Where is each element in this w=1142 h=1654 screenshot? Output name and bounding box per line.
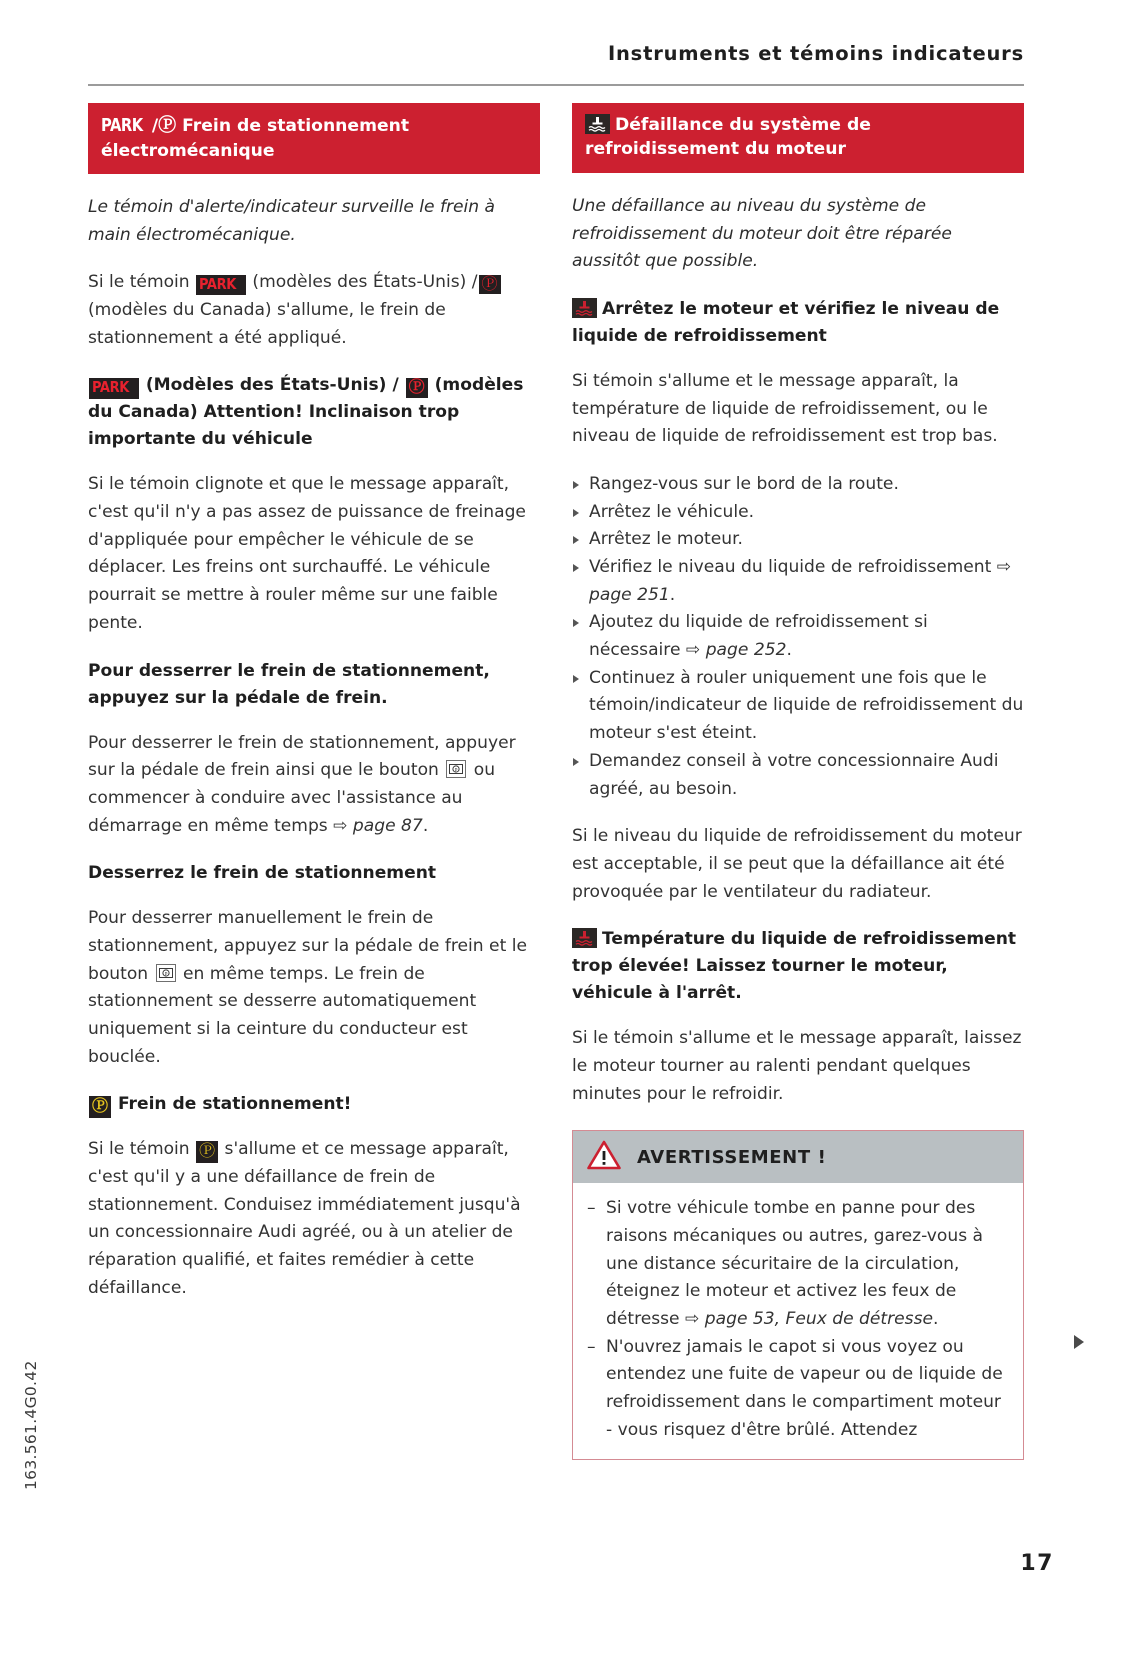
page-title: Instruments et témoins indicateurs [607,42,1024,65]
list-item [572,609,1024,664]
list-item-text: Arrêtez le véhicule. [589,501,755,522]
text-fragment: (modèles du Canada) Attention! Inclinaison trop importante du véhicule [88,375,524,450]
warning-box [572,1130,1024,1459]
running-header [88,42,1024,65]
warning-triangle-icon [587,1140,621,1174]
page-reference[interactable]: ⇨ page 53, Feux de détresse [685,1309,934,1330]
subheading-coolant-too-hot [572,926,1024,1007]
document-code-sidebar [22,1170,66,1490]
coolant-temperature-icon [572,928,597,948]
paragraph-idle-engine: Si le témoin s'allume et le message apparaît, laissez le moteur tourner au ralenti pendant quelques minutes pour le refroidir. [572,1028,1022,1104]
text-fragment: . [669,584,676,605]
left-column [88,103,540,1323]
subheading-release-brake-pedal: Pour desserrer le frein de stationnement, appuyez sur la pédale de frein. [88,660,490,708]
content-columns [88,103,1024,1460]
list-item-text: Ajoutez du liquide de refroidissement si nécessaire [589,612,928,661]
svg-text:P: P [454,768,458,774]
warning-item-list [587,1195,1009,1444]
text-fragment: . [933,1309,939,1330]
paragraph-manual-release [88,905,540,1071]
text-fragment: . [786,640,792,661]
arrow-right-icon: ⇨ [685,1309,700,1330]
list-item-text: Arrêtez le moteur. [589,529,743,550]
parking-brake-button-icon [446,760,466,778]
paragraph-coolant-warning: Si témoin s'allume et le message apparaît, la température de liquide de refroidissement, ou le niveau de liquide de refroidissement est trop bas. [572,370,998,447]
right-column [572,103,1024,1460]
text-fragment: Frein de stationnement! [117,1094,352,1115]
text-fragment: (modèles des États-Unis) / [252,272,478,293]
subheading-release-brake: Desserrez le frein de stationnement [88,863,437,884]
svg-text:P: P [164,972,167,978]
circled-p-amber-badge-icon: Ⓟ [89,1096,111,1117]
paragraph-fault-instructions [88,1136,540,1302]
text-fragment: en même temps. Le frein de stationnement se desserre automatiquement uniquement si la ceinture du conducteur est bouclée. [88,963,477,1067]
warning-box-header [573,1131,1023,1183]
text-fragment: Pour desserrer manuellement le frein de stationnement, appuyez sur la pédale de frein et le bouton [88,908,527,984]
banner-separator: / [151,116,159,136]
text-fragment: Si le témoin [88,1139,190,1160]
continuation-arrow-icon [1074,1335,1084,1349]
text-fragment: Arrêtez le moteur et vérifiez le niveau de liquide de refroidissement [572,298,1000,346]
page-number: 17 [1020,1551,1054,1576]
circled-p-red-badge-icon: Ⓟ [406,378,428,397]
text-fragment: . [422,815,429,836]
subheading-stop-engine-check-coolant [572,296,1024,350]
list-item-text: Demandez conseil à votre concessionnaire Audi agréé, au besoin. [589,750,999,799]
warning-box-body [573,1183,1023,1458]
page-reference[interactable]: ⇨ page 251 [589,557,1012,605]
paragraph-radiator-fan: Si le niveau du liquide de refroidissement du moteur est acceptable, il se peut que la défaillance ait été provoquée par le ventilateur du radiateur. [572,826,1022,902]
paragraph-release-instructions [88,730,540,841]
list-item [587,1334,1009,1445]
intro-paragraph: Le témoin d'alerte/indicateur surveille le frein à main électromécanique. [88,196,496,245]
arrow-right-icon: ⇨ [996,557,1012,578]
parking-brake-button-icon [156,964,176,982]
list-item-text: Vérifiez le niveau du liquide de refroidissement [589,557,992,578]
section-banner-title: Défaillance du système de refroidissement du moteur [585,115,871,160]
list-item-text: Rangez-vous sur le bord de la route. [589,473,899,494]
list-item-text: N'ouvrez jamais le capot si vous voyez ou entendez une fuite de vapeur ou de liquide de refroidissement dans le compartiment moteur - vous risquez d'être brûlé. Attendez [606,1336,1003,1440]
warning-box-title: AVERTISSEMENT ! [637,1146,827,1168]
paragraph-park-indicator [88,269,540,352]
text-fragment: (modèles du Canada) s'allume, le frein de stationnement a été appliqué. [88,300,446,348]
park-badge-icon: PARK [89,378,139,398]
header-divider [88,84,1024,86]
coolant-temperature-icon [585,114,610,134]
circled-p-icon: Ⓟ [158,115,177,136]
paragraph-flashing-indicator: Si le témoin clignote et que le message apparaît, c'est qu'il n'y a pas assez de puissance de freinage d'appliquée pour empêcher le véhicule de se déplacer. Les freins ont surchauffé. Le véhicule pourrait se mettre à rouler même sur une faible pente. [88,474,526,633]
text-fragment: Si le témoin [88,272,190,293]
list-item [572,499,1024,527]
text-fragment: Température du liquide de refroidissement trop élevée! Laissez tourner le moteur, véhicule à l'arrêt. [572,929,1017,1004]
document-code: 163.561.4G0.42 [22,1360,40,1490]
arrow-right-icon: ⇨ [333,815,348,836]
intro-paragraph: Une défaillance au niveau du système de refroidissement du moteur doit être réparée aussitôt que possible. [572,195,952,272]
park-badge-icon: PARK [196,275,246,295]
subheading-parking-brake-fault [88,1091,540,1118]
list-item [572,748,1024,803]
list-item [587,1195,1009,1333]
list-item [572,471,1024,499]
list-item-text: Continuez à rouler uniquement une fois que le témoin/indicateur de liquide de refroidissement du moteur s'est éteint. [589,667,1024,744]
subheading-incline-warning [88,372,540,453]
text-fragment: ou commencer à conduire avec l'assistance au démarrage en même temps [88,760,496,836]
circled-p-red-badge-icon: Ⓟ [479,275,501,294]
section-banner-parking-brake [88,103,540,174]
list-item [572,554,1024,609]
list-item-text: Si votre véhicule tombe en panne pour des raisons mécaniques ou autres, garez-vous à une distance sécuritaire de la circulation, éteignez le moteur et activez les feux de détresse [606,1198,984,1330]
coolant-temperature-icon [572,298,597,318]
text-fragment: Pour desserrer le frein de stationnement, appuyer sur la pédale de frein ainsi que le bouton [88,732,516,781]
arrow-right-icon: ⇨ [685,640,701,661]
coolant-action-list [572,471,1024,803]
section-banner-coolant-failure [572,103,1024,173]
page-reference[interactable]: ⇨ page 252 [685,640,787,661]
circled-p-amber-badge-icon: Ⓟ [196,1141,218,1162]
text-fragment: (Modèles des États-Unis) / [145,375,399,396]
text-fragment: s'allume et ce message apparaît, c'est qu'il y a une défaillance de frein de stationnement. Conduisez immédiatement jusqu'à un concessionnaire Audi agréé, ou à un atelier de réparation qualifié, et faites remédier à cette défaillance. [88,1139,521,1298]
park-wordmark-icon: PARK [101,115,143,136]
section-banner-title: Frein de stationnement électromécanique [101,116,410,161]
list-item [572,526,1024,554]
page-reference[interactable]: ⇨ page 87 [333,815,423,836]
list-item [572,665,1024,748]
